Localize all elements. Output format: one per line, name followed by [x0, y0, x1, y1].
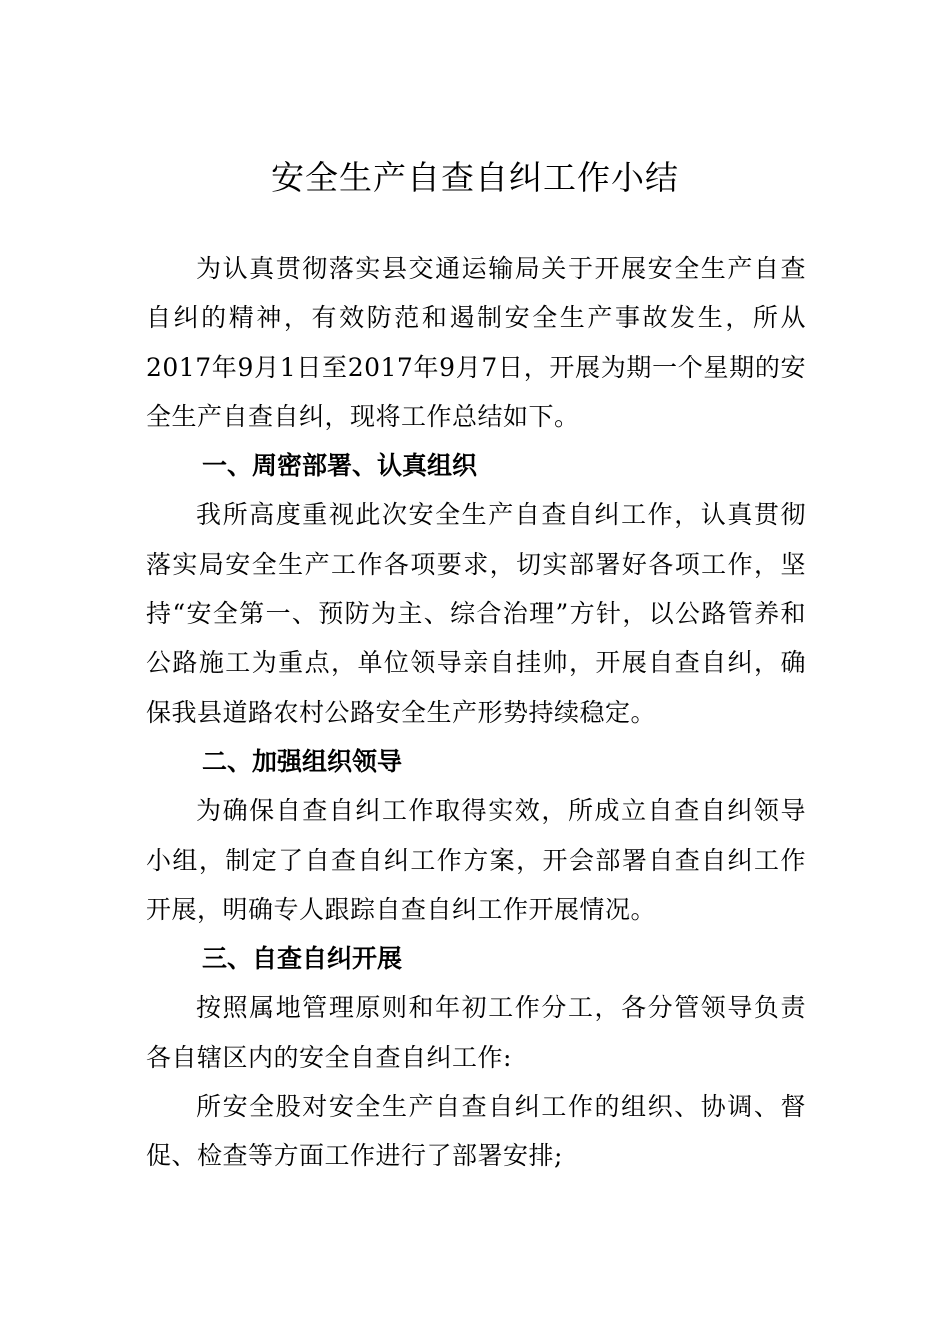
section-heading-1: 一、周密部署、认真组织 [202, 451, 478, 481]
document-title: 安全生产自查自纠工作小结 [271, 158, 679, 197]
section-1-paragraph: 我所高度重视此次安全生产自查自纠工作，认真贯彻落实局安全生产工作各项要求，切实部署好各项工作，坚持“安全第一、预防为主、综合治理”方针，以公路管养和公路施工为重点，单位领导亲自挂帅，开展自查自纠，确保我县道路农村公路安全生产形势持续稳定。 [146, 500, 806, 727]
section-3-paragraph-1: 按照属地管理原则和年初工作分工，各分管领导负责各自辖区内的安全自查自纠工作: [146, 993, 806, 1072]
section-3-paragraph-2: 所安全股对安全生产自查自纠工作的组织、协调、督促、检查等方面工作进行了部署安排; [146, 1092, 806, 1171]
section-2-paragraph: 为确保自查自纠工作取得实效，所成立自查自纠领导小组，制定了自查自纠工作方案，开会部署自查自纠工作开展，明确专人跟踪自查自纠工作开展情况。 [146, 796, 806, 924]
document-body [146, 244, 806, 1181]
section-heading-2: 二、加强组织领导 [202, 746, 403, 776]
section-heading-3: 三、自查自纠开展 [202, 944, 403, 974]
intro-paragraph: 为认真贯彻落实县交通运输局关于开展安全生产自查自纠的精神，有效防范和遏制安全生产事故发生，所从2017年9月1日至2017年9月7日，开展为期一个星期的安全生产自查自纠，现将工作总结如下。 [146, 254, 806, 431]
